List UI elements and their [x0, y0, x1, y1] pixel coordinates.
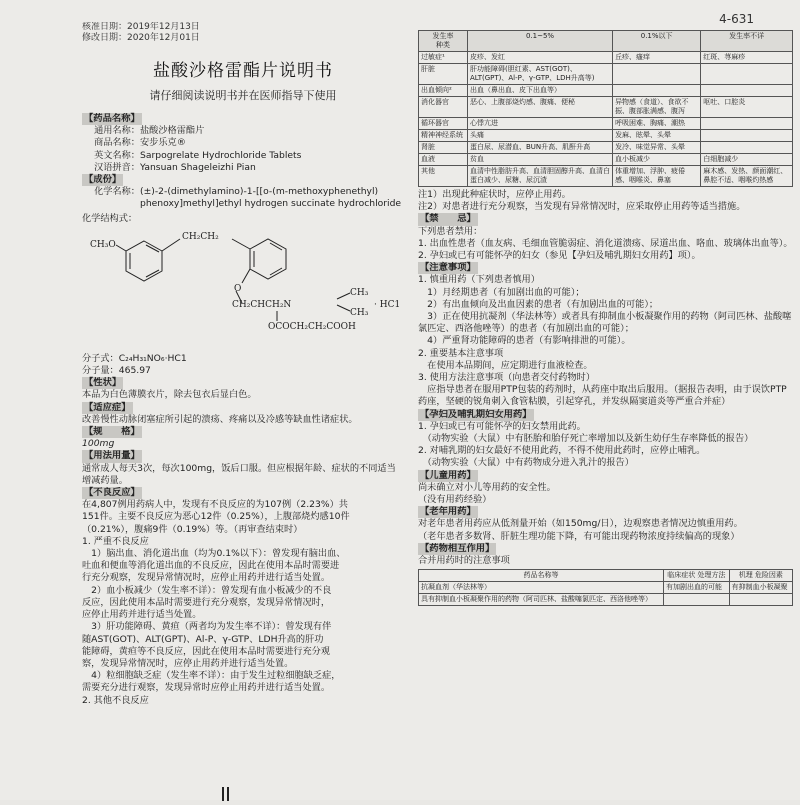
text-line: 4）粒细胞缺乏症（发生率不详）：由于发生过粒细胞缺乏症， — [82, 670, 341, 682]
section-pregnancy — [418, 409, 793, 470]
table-cell: 体重增加、浮肿、疲倦感、咽喉炎、鼻塞 — [613, 166, 701, 187]
section-spec — [82, 426, 404, 450]
chem-name-line: (±)-2-(dimethylamino)-1-[[o-(m-methoxyphenethyl) — [140, 186, 379, 198]
table-notes — [418, 189, 793, 213]
table-cell: 麻木感、发热、颜面潮红、鼻腔不适、咽喉灼热感 — [701, 166, 793, 187]
table-cell: 肾脏 — [419, 142, 468, 154]
table-cell: 白细胞减少 — [701, 154, 793, 166]
table-header-cell: 发生率不详 — [701, 31, 793, 52]
text-line: 反应，因此使用本品时需要进行充分观察，发现异常情况时， — [82, 596, 331, 608]
row-value: Yansuan Shageleizhi Pian — [140, 161, 256, 173]
row-value: Sarpogrelate Hydrochloride Tablets — [140, 149, 302, 161]
ch3o-label: CH₃O — [90, 239, 116, 250]
name-row — [82, 125, 404, 137]
section-interactions — [418, 543, 793, 606]
name-row — [82, 150, 404, 162]
benzene-ring-1 — [126, 241, 162, 281]
table-cell — [613, 85, 701, 97]
table-row — [419, 130, 793, 142]
section-header: 【孕妇及哺乳期妇女用药】 — [420, 408, 532, 420]
section-header: 【用法用量】 — [84, 450, 140, 462]
text-line: 1）脑出血、消化道出血（均为0.1%以下）：曾发现有脑出血、 — [82, 548, 346, 560]
table-cell — [729, 594, 792, 606]
chem-name-row — [82, 186, 404, 198]
table-cell: 肝功能障碍(胆红素、AST(GOT)、ALT(GPT)、Al-P、γ-GTP、LDH升高等) — [468, 64, 613, 85]
section-header: 【注意事项】 — [420, 262, 476, 274]
table-header-row — [419, 570, 793, 582]
adverse-table — [418, 30, 793, 187]
table-cell: 血液 — [419, 154, 468, 166]
section-composition — [82, 174, 404, 377]
table-row — [419, 97, 793, 118]
table-cell: 出血（鼻出血、皮下出血等） — [468, 85, 613, 97]
section-text: 改善慢性动脉闭塞症所引起的溃疡、疼痛以及冷感等缺血性诸症状。 — [82, 413, 358, 425]
text-line: 需要充分进行观察，发现异常时应停止用药并进行适当处置。 — [82, 682, 331, 694]
ch3-label-b: CH₃ — [350, 307, 369, 318]
text-line: 2. 对哺乳期的妇女最好不使用此药，不得不使用此药时，应停止哺乳。 — [418, 445, 706, 457]
name-row — [82, 162, 404, 174]
table-cell: 肝脏 — [419, 64, 468, 85]
section-text: 通常成人每天3次，每次100mg，饭后口服。但应根据年龄、症状的不同适当增减药量。 — [82, 462, 396, 486]
table-cell: 其他 — [419, 166, 468, 187]
section-header: 【不良反应】 — [84, 487, 140, 499]
text-line: 3. 使用方法注意事项（向患者交付药物时） — [418, 372, 596, 384]
table-header-cell: 0.1~5% — [468, 31, 613, 52]
table-cell: 蛋白尿、尿潜血、BUN升高、肌酐升高 — [468, 142, 613, 154]
table-header-cell: 临床症状 处理方法 — [664, 570, 730, 582]
text-line: 4）严重肾功能障碍的患者（有影响排泄的可能）。 — [418, 335, 631, 347]
text-line: 尚未确立对小儿等用药的安全性。 — [418, 481, 556, 493]
section-header: 【老年用药】 — [420, 506, 476, 518]
page-number: 4-631 — [719, 12, 754, 26]
table-cell — [701, 118, 793, 130]
text-line: 在使用本品期间，应定期进行血液检查。 — [418, 359, 593, 371]
table-header-cell: 机理 危险因素 — [729, 570, 792, 582]
table-cell: 心悸亢进 — [468, 118, 613, 130]
text-line: 3）正在使用抗凝剂（华法林等）或者具有抑制血小板凝聚作用的药物（阿司匹林、盐酸噻氯匹定、西洛他唑等）的患者（有加剧出血的可能）； — [418, 311, 792, 335]
section-contra — [418, 213, 793, 262]
section-header: 【适应症】 — [84, 401, 131, 413]
left-column — [82, 22, 404, 800]
section-drug-name — [82, 113, 404, 174]
pregnancy-lines — [418, 421, 793, 470]
section-text: 本品为白色薄膜衣片，除去包衣后显白色。 — [82, 389, 257, 401]
ch2ch2-label: CH₂CH₂ — [182, 231, 219, 242]
text-line: 吐血和便血等消化道出血的不良反应，因此在使用本品时需要进 — [82, 560, 340, 572]
section-elderly — [418, 506, 793, 543]
table-cell: 异物感（食道）、食欲不振、腹部胀满感、腹泻 — [613, 97, 701, 118]
row-key: 商品名称： — [94, 137, 140, 149]
table-cell: 出血倾向² — [419, 85, 468, 97]
benzene-ring-2 — [250, 239, 286, 279]
table-cell: 血小板减少 — [613, 154, 701, 166]
section-header: 【规 格】 — [84, 426, 140, 438]
text-line: 1. 严重不良反应 — [82, 535, 149, 547]
text-line: 2. 其他不良反应 — [82, 694, 149, 706]
text-line: 对老年患者用药应从低剂量开始（如150mg/日），边观察患者情况边慎重用药。 — [418, 518, 743, 530]
text-line: 随AST(GOT)、ALT(GPT)、Al-P、γ-GTP、LDH升高的肝功 — [82, 633, 324, 645]
revision-date: 修改日期：2020年12月01日 — [82, 33, 200, 43]
text-line: 在4,807例用药病人中，发现有不良反应的为107例（2.23%）共 — [82, 499, 348, 511]
table-cell: 贫血 — [468, 154, 613, 166]
row-key: 化学名称： — [94, 186, 140, 198]
table-cell: 皮疹、发红 — [468, 52, 613, 64]
table-row — [419, 594, 793, 606]
section-adverse — [82, 487, 404, 707]
elderly-lines — [418, 518, 793, 542]
table-row — [419, 118, 793, 130]
text-line: 注1）出现此种症状时，应停止用药。 — [418, 189, 571, 200]
text-line: 应停止用药并进行适当处置。 — [82, 609, 202, 621]
table-cell: 血清中性脂肪升高、血清胆固醇升高、血清白蛋白减少、尿糖、尿沉渣 — [468, 166, 613, 187]
name-row — [82, 137, 404, 149]
table-cell: 呕吐、口腔炎 — [701, 97, 793, 118]
section-header: 【药物相互作用】 — [420, 542, 495, 554]
caution-lines — [418, 274, 793, 408]
text-line: （老年患者多数肾、肝脏生理功能下降，有可能出现药物浓度持续偏高的现象） — [418, 530, 740, 542]
text-line: 2）有出血倾向及出血因素的患者（有加剧出血的可能）； — [418, 298, 659, 310]
molecular-weight: 分子量：465.97 — [82, 365, 151, 377]
text-line: 2. 孕妇或已有可能怀孕的妇女（参见【孕妇及哺乳期妇女用药】项）。 — [418, 250, 701, 262]
section-children — [418, 470, 793, 507]
table-header-cell: 发生率 种类 — [419, 31, 468, 52]
text-line: （0.21%），腹痛9件（0.19%）等。（再审查结束时） — [82, 523, 303, 535]
row-key: 汉语拼音： — [94, 161, 140, 173]
section-indications — [82, 402, 404, 426]
section-usage — [82, 450, 404, 487]
struct-label: 化学结构式： — [82, 212, 138, 224]
table-cell: 精神神经系统 — [419, 130, 468, 142]
table-cell: 有抑制血小板凝聚 — [729, 582, 792, 594]
text-line: 下列患者禁用： — [418, 225, 483, 237]
text-line: 1. 慎重用药（下列患者慎用） — [418, 274, 540, 286]
table-cell: 发冷、味觉异常、头晕 — [613, 142, 701, 154]
text-line: 151件。主要不良反应为恶心12件（0.25%），上腹部烧灼感10件 — [82, 511, 350, 523]
interaction-table — [418, 569, 793, 606]
row-value: 安步乐克® — [140, 137, 186, 149]
table-cell: 丘疹、瘙痒 — [613, 52, 701, 64]
table-header-cell: 药品名称等 — [419, 570, 664, 582]
section-text: 100mg — [82, 438, 115, 450]
text-line: （动物实验（大鼠）中有药物成分进入乳汁的报告） — [418, 457, 634, 469]
text-line: 2. 重要基本注意事项 — [418, 347, 504, 359]
table-cell: 发麻、眩晕、头晕 — [613, 130, 701, 142]
text-line: 注2）对患者进行充分观察，当发现有异常情况时，应采取停止用药等适当措施。 — [418, 201, 746, 213]
section-header: 【药品名称】 — [84, 113, 140, 124]
section-header: 【儿童用药】 — [420, 469, 476, 481]
table-cell: 恶心、上腹部烧灼感、腹痛、便秘 — [468, 97, 613, 118]
table-cell — [701, 142, 793, 154]
table-cell: 具有抑制血小板凝聚作用的药物（阿司匹林、盐酸噻氯匹定、西洛他唑等） — [419, 594, 664, 606]
table-cell: 抗凝血剂（华法林等） — [419, 582, 664, 594]
barcode-fragment — [222, 786, 242, 800]
text-line: 察，发现异常情况时，应停止用药并进行适当处置。 — [82, 657, 294, 669]
table-row — [419, 85, 793, 97]
text-line: （没有用药经验） — [418, 494, 492, 506]
table-header-cell: 0.1%以下 — [613, 31, 701, 52]
table-cell: 呼吸困难、胸痛、潮热 — [613, 118, 701, 130]
table-header-row — [419, 31, 793, 52]
adverse-lines — [82, 499, 404, 706]
row-key: 通用名称： — [94, 125, 140, 137]
document-title: 盐酸沙格雷酯片说明书 — [153, 61, 333, 81]
document-subtitle: 请仔细阅读说明书并在医师指导下使用 — [149, 89, 337, 102]
text-line: 行充分观察，发现异常情况时，应停止用药并进行适当处置。 — [82, 572, 331, 584]
text-line: 能障碍，黄疸等不良反应，因此在使用本品时需要进行充分观 — [82, 645, 331, 657]
text-line: 1. 出血性患者（血友病、毛细血管脆弱症、消化道溃疡、尿道出血、咯血、玻璃体出血等）。 — [418, 237, 793, 249]
text-line: （动物实验（大鼠）中有胚胎和胎仔死亡率增加以及新生幼仔生存率降低的报告） — [418, 433, 754, 445]
text-line: 应指导患者在服用PTP包装的药剂时，从药座中取出后服用。（据报告表明，由于误饮PTP药座，坚硬的锐角刺入食管粘膜，引起穿孔，并发纵隔窦道炎等严重合并症） — [418, 384, 787, 408]
text-line: 1）月经期患者（有加剧出血的可能）； — [418, 286, 585, 298]
table-cell: 消化器官 — [419, 97, 468, 118]
section-header: 【性状】 — [84, 377, 122, 389]
table-cell — [701, 85, 793, 97]
table-row — [419, 64, 793, 85]
contra-lines — [418, 226, 793, 263]
table-cell: 循环器官 — [419, 118, 468, 130]
hcl-label: · HC1 — [374, 299, 401, 310]
section-header: 【成份】 — [84, 174, 122, 186]
right-column — [418, 30, 793, 800]
table-row — [419, 52, 793, 64]
section-text: 合并用药时的注意事项 — [418, 555, 510, 567]
table-cell: 头痛 — [468, 130, 613, 142]
table-cell — [664, 594, 730, 606]
text-line: 3）肝功能障碍、黄疸（两者均为发生率不详）：曾发现有伴 — [82, 621, 332, 633]
text-line: 2）血小板减少（发生率不详）：曾发现有血小板减少的不良 — [82, 584, 332, 596]
ester-label: OCOCH₂CH₂COOH — [268, 321, 356, 332]
molecular-formula: 分子式：C₂₄H₃₁NO₆·HC1 — [82, 352, 187, 364]
chemical-structure — [82, 231, 404, 349]
table-cell: 红斑、荨麻疹 — [701, 52, 793, 64]
table-row — [419, 142, 793, 154]
section-caution — [418, 262, 793, 408]
table-cell — [613, 64, 701, 85]
chain-label: CH₂CHCH₂N — [232, 299, 292, 310]
children-lines — [418, 482, 793, 506]
interaction-table-body — [419, 582, 793, 606]
table-row — [419, 166, 793, 187]
ch3-label-a: CH₃ — [350, 287, 369, 298]
adverse-table-body — [419, 52, 793, 187]
text-line: 1. 孕妇或已有可能怀孕的妇女禁用此药。 — [418, 420, 586, 432]
row-key: 英文名称： — [94, 149, 140, 161]
table-row — [419, 154, 793, 166]
table-cell — [701, 130, 793, 142]
o-label: O — [234, 283, 242, 294]
row-value: 盐酸沙格雷酯片 — [140, 125, 205, 137]
table-cell: 过敏症¹ — [419, 52, 468, 64]
chem-name-line: phenoxy]methyl]ethyl hydrogen succinate hydrochloride — [140, 198, 402, 210]
table-cell — [701, 64, 793, 85]
table-row — [419, 582, 793, 594]
section-properties — [82, 377, 404, 401]
table-cell: 有加剧出血的可能 — [664, 582, 730, 594]
approval-date: 核准日期：2019年12月13日 — [82, 22, 200, 32]
section-header: 【禁 忌】 — [420, 213, 476, 225]
